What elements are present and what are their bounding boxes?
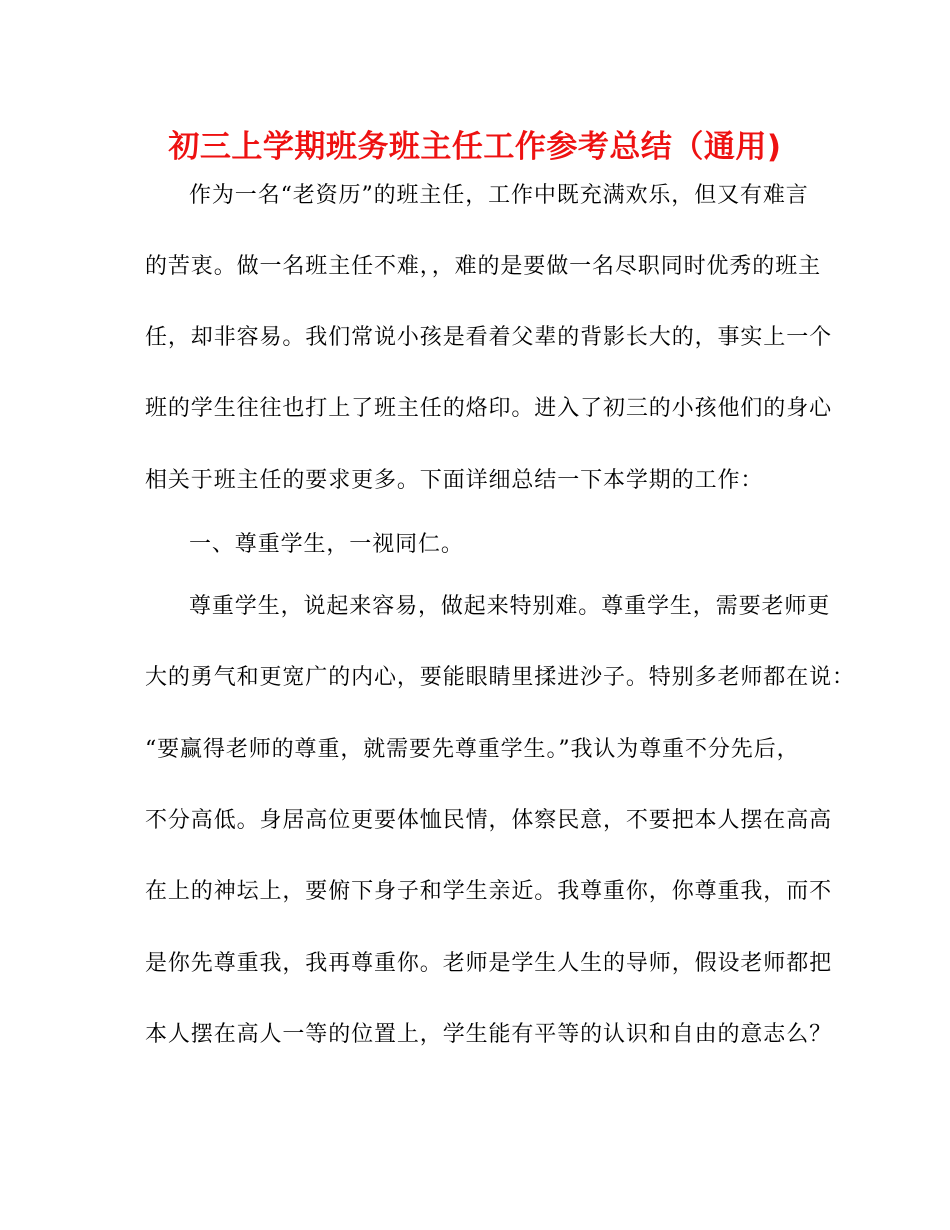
section-heading: 一、尊重学生，一视同仁。 bbox=[189, 532, 464, 557]
page-title: 初三上学期班务班主任工作参考总结（通用) bbox=[168, 129, 782, 165]
paragraph-line: “要赢得老师的尊重，就需要先尊重学生。”我认为尊重不分先后， bbox=[145, 737, 800, 762]
paragraph-line: 在上的神坛上，要俯下身子和学生亲近。我尊重你，你尊重我，而不 bbox=[145, 879, 833, 904]
paragraph-line: 任，却非容易。我们常说小孩是看着父辈的背影长大的，事实上一个 bbox=[145, 325, 833, 350]
paragraph-line: 大的勇气和更宽广的内心，要能眼睛里揉进沙子。特别多老师都在说： bbox=[145, 665, 855, 690]
paragraph-line: 本人摆在高人一等的位置上，学生能有平等的认识和自由的意志么？ bbox=[145, 1022, 833, 1047]
paragraph-line: 是你先尊重我，我再尊重你。老师是学生人生的导师，假设老师都把 bbox=[145, 951, 833, 976]
paragraph-line: 作为一名“老资历”的班主任，工作中既充满欢乐，但又有难言 bbox=[189, 183, 809, 208]
paragraph-line: 的苦衷。做一名班主任不难，，难的是要做一名尽职同时优秀的班主 bbox=[145, 254, 822, 279]
paragraph-line: 尊重学生，说起来容易，做起来特别难。尊重学生，需要老师更 bbox=[189, 594, 831, 619]
paragraph-line: 不分高低。身居高位更要体恤民情，体察民意，不要把本人摆在高高 bbox=[145, 808, 833, 833]
paragraph-line: 相关于班主任的要求更多。下面详细总结一下本学期的工作： bbox=[145, 468, 764, 493]
paragraph-line: 班的学生往往也打上了班主任的烙印。进入了初三的小孩他们的身心 bbox=[145, 396, 833, 421]
